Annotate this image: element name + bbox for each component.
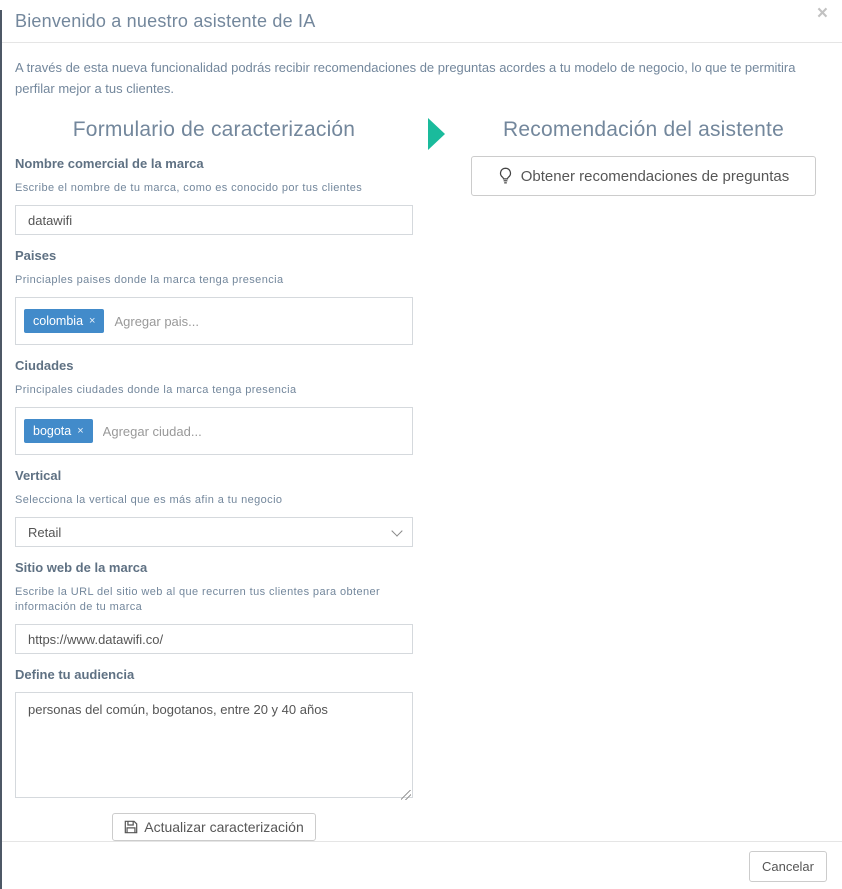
modal-footer xyxy=(0,841,842,889)
backdrop-edge xyxy=(0,10,2,889)
remove-tag-icon[interactable]: × xyxy=(89,315,96,327)
columns-divider xyxy=(413,116,460,150)
cities-tags-box[interactable] xyxy=(15,407,413,455)
brand-name-help: Escribe el nombre de tu marca, como es conocido por tus clientes xyxy=(15,182,363,194)
form-heading: Formulario de caracterización xyxy=(72,118,356,141)
two-column-layout xyxy=(15,116,827,841)
update-characterization-label: Actualizar caracterización xyxy=(144,819,304,835)
vertical-label: Vertical xyxy=(15,468,62,483)
add-city-input[interactable] xyxy=(103,424,404,439)
audience-textarea[interactable] xyxy=(15,692,413,798)
country-tag-label: colombia xyxy=(33,314,84,328)
vertical-select[interactable] xyxy=(15,517,413,547)
cities-label: Ciudades xyxy=(15,358,74,373)
cancel-button[interactable]: Cancelar xyxy=(749,851,827,882)
update-characterization-button[interactable] xyxy=(112,813,316,841)
website-input[interactable] xyxy=(15,624,413,654)
get-recommendations-label: Obtener recomendaciones de preguntas xyxy=(520,167,790,185)
brand-name-label: Nombre comercial de la marca xyxy=(15,156,204,171)
lightbulb-icon xyxy=(498,167,513,185)
assistant-heading: Recomendación del asistente xyxy=(503,118,784,141)
vertical-select-wrap xyxy=(15,517,413,547)
audience-label: Define tu audiencia xyxy=(15,667,135,682)
modal-body xyxy=(0,43,842,841)
vertical-help: Selecciona la vertical que es más afin a tu negocio xyxy=(15,494,283,506)
audience-textarea-wrap xyxy=(15,692,413,803)
arrow-right-icon xyxy=(428,118,445,150)
countries-label: Paises xyxy=(15,248,57,263)
modal-header xyxy=(0,0,842,43)
assistant-panel xyxy=(460,116,827,196)
website-label: Sitio web de la marca xyxy=(15,560,148,575)
intro-text: A través de esta nueva funcionalidad podrás recibir recomendaciones de preguntas acordes a tu modelo de negocio, lo que te permitira perfilar mejor a tus clientes. xyxy=(15,60,796,96)
get-recommendations-button[interactable] xyxy=(471,156,816,196)
countries-tags-box[interactable] xyxy=(15,297,413,345)
characterization-form xyxy=(15,116,413,841)
remove-tag-icon[interactable]: × xyxy=(77,425,84,437)
country-tag[interactable] xyxy=(24,309,104,333)
city-tag[interactable] xyxy=(24,419,93,443)
website-help: Escribe la URL del sitio web al que recurren tus clientes para obtener información de tu marca xyxy=(15,586,381,613)
add-country-input[interactable] xyxy=(114,314,404,329)
cities-help: Principales ciudades donde la marca tenga presencia xyxy=(15,384,297,396)
city-tag-label: bogota xyxy=(33,424,72,438)
countries-help: Princiaples paises donde la marca tenga presencia xyxy=(15,274,284,286)
brand-name-input[interactable] xyxy=(15,205,413,235)
close-icon[interactable]: × xyxy=(816,3,828,24)
floppy-disk-icon xyxy=(124,820,138,834)
submit-row xyxy=(15,813,413,841)
modal-title: Bienvenido a nuestro asistente de IA xyxy=(15,11,316,31)
